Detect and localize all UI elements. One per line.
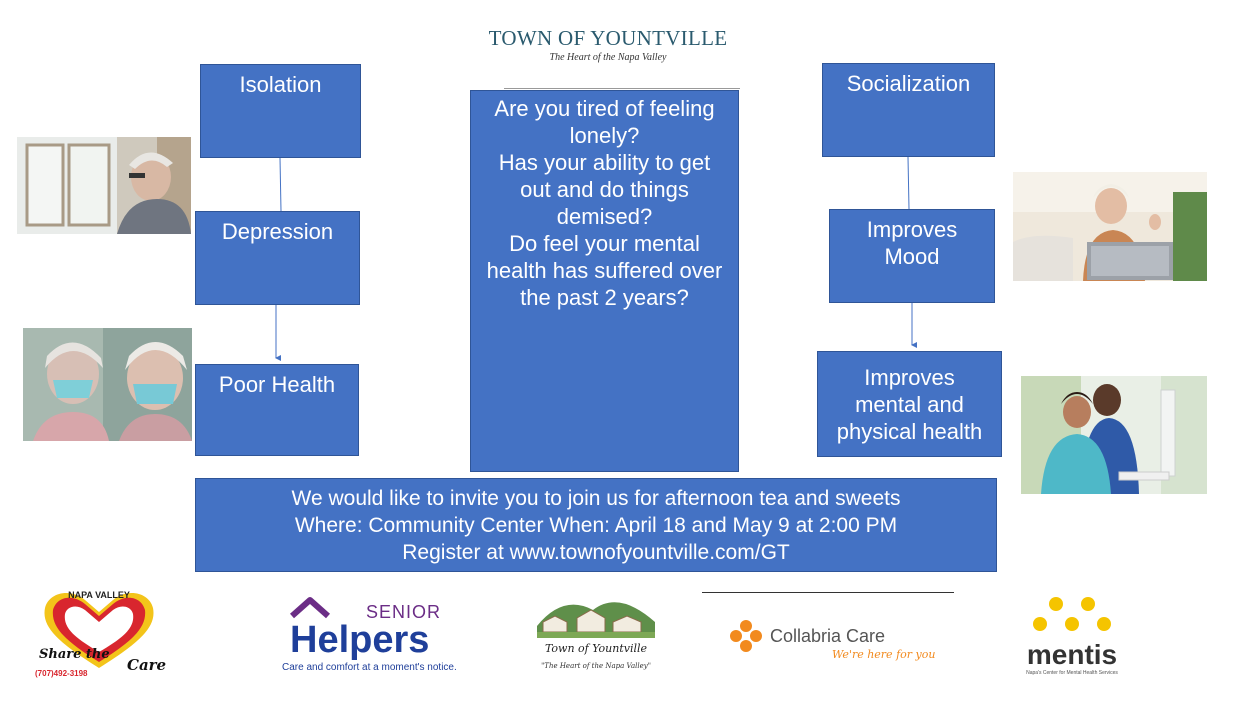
couple-computer-photo (1021, 376, 1207, 494)
socialization-label: Socialization (846, 71, 971, 96)
question-line: Has your ability to get (498, 150, 711, 175)
care-text: Care (127, 656, 167, 674)
invite-line: Register at www.townofyountville.com/GT (402, 541, 790, 564)
question-line: the past 2 years? (520, 285, 689, 310)
improves-health-line: Improves (864, 365, 955, 390)
elderly-man-window-photo (17, 137, 191, 234)
napa-phone: (707)492-3198 (35, 669, 88, 678)
improves-health-line: mental and (855, 392, 964, 417)
napa-valley-text: NAPA VALLEY (68, 590, 130, 600)
improves-mood-line: Improves (866, 217, 958, 242)
question-line: demised? (556, 204, 653, 229)
logo-divider-line (702, 592, 954, 593)
socialization-mood-connector (908, 157, 909, 209)
mentis-dots-icon (1033, 597, 1111, 631)
invite-line: Where: Community Center When: April 18 and May 9 at 2:00 PM (294, 514, 898, 537)
poor-health-label: Poor Health (218, 372, 336, 397)
town-title: TOWN OF YOUNTVILLE (488, 26, 728, 50)
helpers-text: Helpers (290, 619, 430, 661)
invite-line: We would like to invite you to join us for afternoon tea and sweets (291, 487, 901, 510)
collabria-name: Collabria Care (770, 626, 886, 646)
collabria-tagline: We're here for you (832, 648, 936, 661)
isolation-depression-connector (280, 158, 281, 211)
mentis-tagline: Napa's Center for Mental Health Services (1026, 670, 1118, 676)
question-line: health has suffered over (486, 258, 723, 283)
senior-helpers-logo (280, 596, 484, 676)
town-tagline: The Heart of the Napa Valley (549, 52, 667, 63)
depression-label: Depression (221, 219, 334, 244)
isolation-label: Isolation (239, 72, 322, 97)
question-line: Are you tired of feeling (494, 96, 715, 121)
collabria-care-logo (726, 616, 936, 662)
improves-health-line: physical health (836, 419, 983, 444)
yountville-script: Town of Yountville (544, 642, 648, 655)
woman-video-call-photo (1013, 172, 1207, 281)
mentis-logo (1014, 596, 1132, 678)
women-face-masks-photo (23, 328, 192, 441)
question-line: out and do things (520, 177, 689, 202)
improves-mood-line: Mood (884, 244, 940, 269)
invitation-box (195, 478, 997, 572)
mentis-name: mentis (1026, 639, 1118, 670)
collabria-flower-icon (730, 620, 762, 652)
senior-helpers-tagline: Care and comfort at a moment's notice. (282, 662, 457, 673)
senior-text: SENIOR (366, 602, 442, 622)
town-of-yountville-logo (533, 586, 659, 674)
share-the-care-logo (31, 582, 167, 678)
yountville-tagline: "The Heart of the Napa Valley" (541, 662, 651, 670)
question-line: lonely? (569, 123, 640, 148)
question-line: Do feel your mental (509, 231, 700, 256)
share-the-text: Share the (39, 647, 110, 662)
